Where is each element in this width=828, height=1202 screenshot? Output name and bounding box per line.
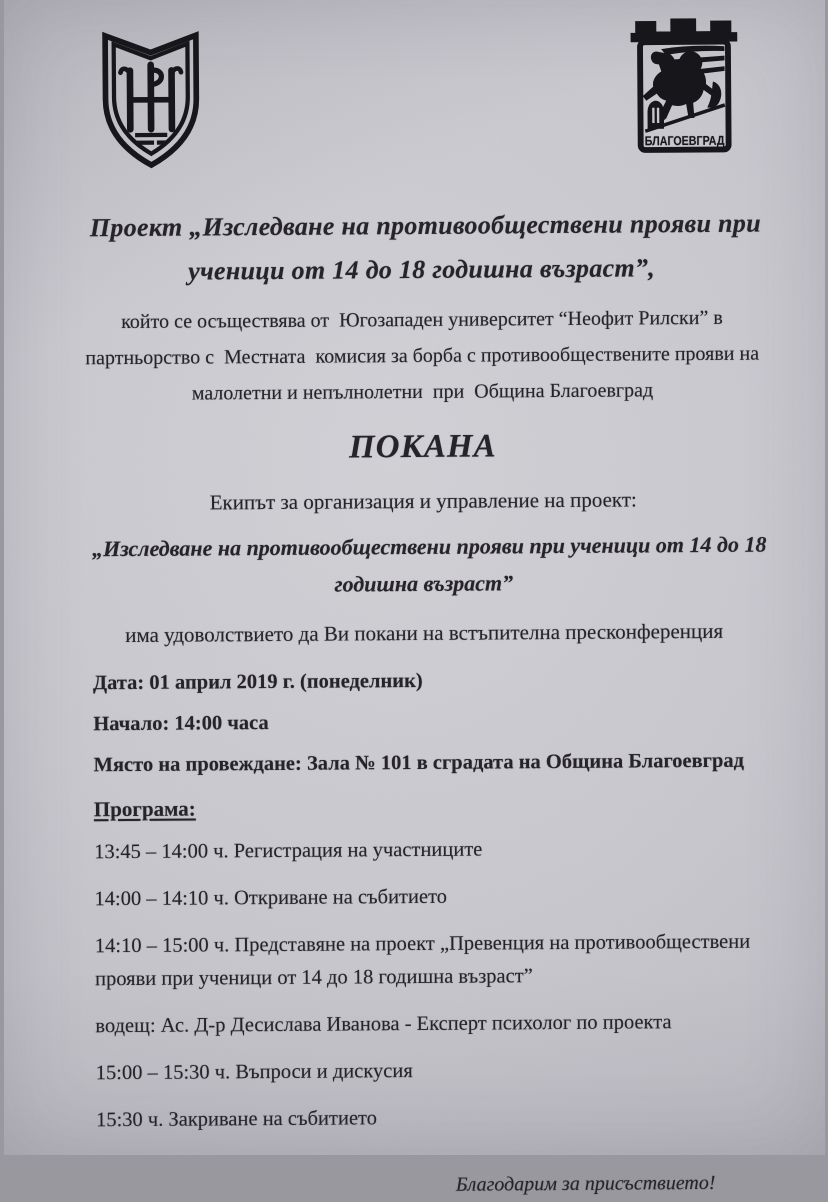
intro-line-1: който се осъществява от Югозападен университет “Неофит Рилски” в [80, 300, 763, 341]
pleasure-line: има удоволствието да Ви покани на встъпителна пресконференция [92, 616, 755, 651]
event-details [92, 666, 756, 779]
blagoevgrad-coat-of-arms-icon [623, 16, 746, 160]
program-item: 14:10 – 15:00 ч. Представяне на проект „Превенция на противообществени прояви при ученици от 14 до 18 годишна възраст” [94, 926, 757, 997]
program-section [93, 792, 758, 1138]
scanned-invitation-document [4, 0, 825, 1155]
intro-paragraph [80, 300, 764, 413]
program-heading: Програма: [93, 792, 756, 823]
program-item: 13:45 – 14:00 ч. Регистрация на участниците [94, 832, 757, 870]
invitation-heading: ПОКАНА [91, 424, 754, 471]
document-title [89, 202, 753, 295]
program-item: 15:00 – 15:30 ч. Въпроси и дискусия [95, 1053, 758, 1091]
title-line-1: Проект „Изследване на противообществени прояви при [89, 202, 752, 251]
header-logos [88, 16, 752, 173]
project-quote-line-2: годишна възраст” [92, 563, 755, 605]
title-line-2: ученици от 14 до 18 годишна възраст”, [89, 246, 752, 295]
program-item: водещ: Ас. Д-р Десислава Иванова - Експерт психолог по проекта [95, 1006, 758, 1044]
team-line: Екипът за организация и управление на проект: [91, 484, 754, 519]
closing-thanks: Благодарим за присъствието! [96, 1169, 759, 1202]
intro-line-3: малолетни и непълнолетни при Община Благоевград [80, 372, 763, 413]
project-quote-line-1: „Изследване на противообществени прояви при ученици от 14 до 18 [91, 526, 754, 568]
venue-line: Място на провеждане: Зала № 101 в сградата на Община Благоевград [93, 748, 756, 779]
project-quote [91, 526, 755, 605]
university-emblem-icon [98, 27, 203, 172]
program-item: 14:00 – 14:10 ч. Откриване на събитието [94, 879, 757, 917]
municipality-label: БЛАГОЕВГРАД [644, 133, 724, 149]
intro-line-2: партньорство с Местната комисия за борба с противообществените прояви на [80, 336, 763, 377]
date-line: Дата: 01 април 2019 г. (понеделник) [92, 666, 755, 697]
start-time-line: Начало: 14:00 часа [93, 707, 756, 738]
program-item: 15:30 ч. Закриване на събитието [95, 1100, 758, 1138]
